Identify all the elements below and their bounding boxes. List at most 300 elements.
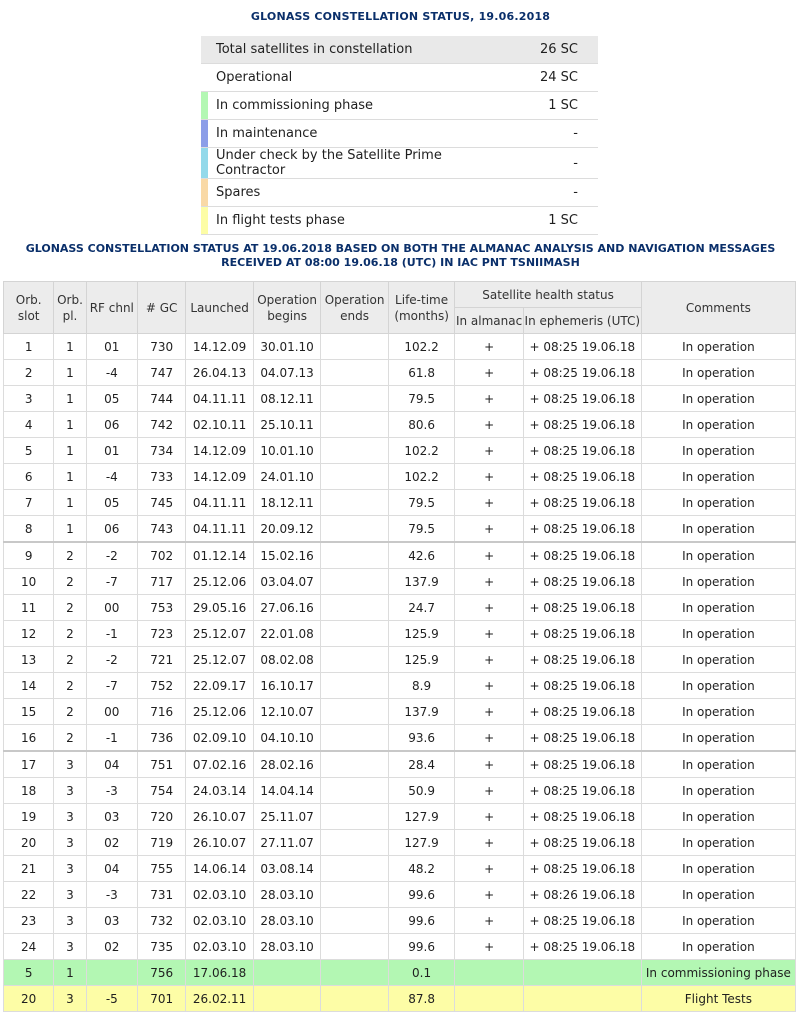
table-row: [4, 516, 796, 543]
header-in-almanac: In almanac: [455, 308, 524, 334]
cell-operation-ends: [321, 804, 389, 830]
cell-in-almanac: +: [455, 438, 524, 464]
cell-orb-slot: 17: [4, 751, 54, 778]
cell-operation-begins: 25.11.07: [253, 804, 321, 830]
table-row: [4, 542, 796, 569]
cell-launched: 02.03.10: [186, 882, 254, 908]
header-launched: Launched: [186, 282, 254, 334]
cell-gc-number: 736: [137, 725, 185, 752]
cell-operation-ends: [321, 647, 389, 673]
cell-lifetime: 8.9: [388, 673, 455, 699]
cell-orb-slot: 15: [4, 699, 54, 725]
cell-operation-begins: 03.08.14: [253, 856, 321, 882]
cell-operation-begins: 22.01.08: [253, 621, 321, 647]
cell-orb-slot: 11: [4, 595, 54, 621]
cell-rf-channel: -1: [86, 725, 137, 752]
header-in-ephemeris: In ephemeris (UTC): [523, 308, 641, 334]
cell-rf-channel: -2: [86, 542, 137, 569]
cell-operation-begins: [253, 986, 321, 1012]
cell-orb-plane: 1: [54, 516, 86, 543]
table-row: [4, 934, 796, 960]
table-title: GLONASS CONSTELLATION STATUS AT 19.06.2018 BASED ON BOTH THE ALMANAC ANALYSIS AND NAVIGATION MESSAGES RECEIVED AT 08:00 19.06.18 (UTC) IN IAC PNT TSNIIMASH: [25, 242, 776, 269]
cell-orb-slot: 2: [4, 360, 54, 386]
cell-comment: In operation: [641, 934, 795, 960]
cell-operation-begins: 14.04.14: [253, 778, 321, 804]
cell-gc-number: 734: [137, 438, 185, 464]
cell-orb-slot: 20: [4, 986, 54, 1012]
cell-orb-slot: 16: [4, 725, 54, 752]
table-row: [4, 986, 796, 1012]
cell-rf-channel: -1: [86, 621, 137, 647]
cell-comment: In operation: [641, 569, 795, 595]
cell-gc-number: 744: [137, 386, 185, 412]
cell-gc-number: 731: [137, 882, 185, 908]
header-lifetime: Life-time (months): [388, 282, 455, 334]
table-row: [4, 960, 796, 986]
cell-in-ephemeris: + 08:25 19.06.18: [523, 569, 641, 595]
summary-table: [201, 36, 598, 235]
cell-orb-plane: 1: [54, 334, 86, 360]
cell-operation-ends: [321, 464, 389, 490]
cell-orb-plane: 3: [54, 908, 86, 934]
cell-rf-channel: -3: [86, 882, 137, 908]
cell-in-almanac: +: [455, 882, 524, 908]
cell-in-almanac: +: [455, 360, 524, 386]
cell-orb-plane: 1: [54, 412, 86, 438]
cell-comment: In operation: [641, 464, 795, 490]
cell-in-almanac: +: [455, 569, 524, 595]
cell-rf-channel: -7: [86, 569, 137, 595]
cell-rf-channel: 02: [86, 830, 137, 856]
cell-in-ephemeris: + 08:26 19.06.18: [523, 882, 641, 908]
header-operation-ends: Operation ends: [321, 282, 389, 334]
cell-in-ephemeris: + 08:25 19.06.18: [523, 830, 641, 856]
cell-in-ephemeris: + 08:25 19.06.18: [523, 412, 641, 438]
cell-orb-plane: 3: [54, 934, 86, 960]
cell-comment: In operation: [641, 856, 795, 882]
cell-in-almanac: +: [455, 830, 524, 856]
cell-lifetime: 93.6: [388, 725, 455, 752]
cell-launched: 14.12.09: [186, 438, 254, 464]
status-color-swatch: [201, 92, 208, 120]
cell-lifetime: 127.9: [388, 830, 455, 856]
cell-lifetime: 137.9: [388, 569, 455, 595]
cell-orb-plane: 3: [54, 751, 86, 778]
cell-orb-plane: 2: [54, 595, 86, 621]
cell-operation-ends: [321, 516, 389, 543]
summary-label: In maintenance: [208, 120, 498, 148]
cell-lifetime: 99.6: [388, 882, 455, 908]
cell-launched: 01.12.14: [186, 542, 254, 569]
cell-comment: In operation: [641, 334, 795, 360]
table-row: [4, 412, 796, 438]
cell-orb-slot: 24: [4, 934, 54, 960]
cell-rf-channel: -3: [86, 778, 137, 804]
cell-operation-ends: [321, 569, 389, 595]
cell-comment: In operation: [641, 647, 795, 673]
cell-lifetime: 102.2: [388, 464, 455, 490]
summary-label: Operational: [208, 64, 498, 92]
summary-value: -: [498, 148, 598, 179]
cell-orb-plane: 2: [54, 647, 86, 673]
header-orb-plane: Orb. pl.: [54, 282, 86, 334]
cell-orb-plane: 2: [54, 621, 86, 647]
cell-operation-ends: [321, 908, 389, 934]
cell-gc-number: 720: [137, 804, 185, 830]
cell-launched: 17.06.18: [186, 960, 254, 986]
cell-in-ephemeris: + 08:25 19.06.18: [523, 334, 641, 360]
header-orb-slot: Orb. slot: [4, 282, 54, 334]
table-row: [4, 438, 796, 464]
cell-launched: 26.02.11: [186, 986, 254, 1012]
cell-launched: 22.09.17: [186, 673, 254, 699]
cell-rf-channel: 05: [86, 490, 137, 516]
cell-orb-slot: 20: [4, 830, 54, 856]
cell-orb-slot: 8: [4, 516, 54, 543]
cell-in-almanac: +: [455, 856, 524, 882]
page-title: GLONASS CONSTELLATION STATUS, 19.06.2018: [250, 10, 551, 23]
cell-comment: In operation: [641, 673, 795, 699]
table-row: [4, 882, 796, 908]
cell-gc-number: 747: [137, 360, 185, 386]
cell-launched: 02.10.11: [186, 412, 254, 438]
summary-value: 1 SC: [498, 92, 598, 120]
cell-orb-slot: 22: [4, 882, 54, 908]
summary-value: -: [498, 120, 598, 148]
cell-operation-ends: [321, 856, 389, 882]
cell-in-almanac: +: [455, 595, 524, 621]
cell-lifetime: 0.1: [388, 960, 455, 986]
cell-in-almanac: [455, 960, 524, 986]
cell-comment: In operation: [641, 804, 795, 830]
cell-lifetime: 102.2: [388, 438, 455, 464]
cell-rf-channel: 03: [86, 908, 137, 934]
table-row: [4, 830, 796, 856]
table-row: [4, 621, 796, 647]
cell-orb-plane: 1: [54, 386, 86, 412]
cell-rf-channel: 02: [86, 934, 137, 960]
summary-value: -: [498, 179, 598, 207]
cell-in-ephemeris: + 08:25 19.06.18: [523, 464, 641, 490]
cell-comment: In operation: [641, 595, 795, 621]
cell-launched: 07.02.16: [186, 751, 254, 778]
cell-gc-number: 754: [137, 778, 185, 804]
cell-orb-slot: 1: [4, 334, 54, 360]
cell-operation-begins: 15.02.16: [253, 542, 321, 569]
cell-operation-begins: 18.12.11: [253, 490, 321, 516]
cell-gc-number: 745: [137, 490, 185, 516]
cell-rf-channel: -7: [86, 673, 137, 699]
cell-in-ephemeris: + 08:25 19.06.18: [523, 699, 641, 725]
cell-in-ephemeris: + 08:25 19.06.18: [523, 725, 641, 752]
cell-in-ephemeris: + 08:25 19.06.18: [523, 778, 641, 804]
cell-gc-number: 702: [137, 542, 185, 569]
summary-label: Spares: [208, 179, 498, 207]
cell-rf-channel: [86, 960, 137, 986]
cell-orb-slot: 5: [4, 960, 54, 986]
cell-orb-plane: 1: [54, 960, 86, 986]
cell-lifetime: 61.8: [388, 360, 455, 386]
cell-gc-number: 743: [137, 516, 185, 543]
cell-operation-begins: 24.01.10: [253, 464, 321, 490]
cell-orb-plane: 2: [54, 673, 86, 699]
cell-orb-slot: 3: [4, 386, 54, 412]
cell-orb-plane: 1: [54, 360, 86, 386]
cell-gc-number: 721: [137, 647, 185, 673]
cell-gc-number: 755: [137, 856, 185, 882]
cell-orb-plane: 3: [54, 804, 86, 830]
cell-gc-number: 719: [137, 830, 185, 856]
cell-comment: In operation: [641, 490, 795, 516]
cell-lifetime: 125.9: [388, 621, 455, 647]
cell-operation-ends: [321, 882, 389, 908]
cell-lifetime: 28.4: [388, 751, 455, 778]
table-row: [4, 595, 796, 621]
table-row: [4, 778, 796, 804]
summary-row: [201, 120, 598, 148]
status-color-swatch: [201, 148, 208, 179]
cell-orb-slot: 10: [4, 569, 54, 595]
cell-rf-channel: -2: [86, 647, 137, 673]
cell-launched: 02.03.10: [186, 908, 254, 934]
table-row: [4, 673, 796, 699]
cell-orb-slot: 9: [4, 542, 54, 569]
cell-in-almanac: +: [455, 778, 524, 804]
cell-orb-plane: 3: [54, 778, 86, 804]
cell-launched: 04.11.11: [186, 516, 254, 543]
cell-gc-number: 701: [137, 986, 185, 1012]
cell-launched: 25.12.07: [186, 621, 254, 647]
summary-row: [201, 207, 598, 235]
cell-rf-channel: 00: [86, 595, 137, 621]
cell-in-almanac: +: [455, 464, 524, 490]
cell-lifetime: 125.9: [388, 647, 455, 673]
table-row: [4, 804, 796, 830]
cell-in-almanac: +: [455, 334, 524, 360]
cell-rf-channel: 01: [86, 438, 137, 464]
cell-operation-ends: [321, 699, 389, 725]
cell-gc-number: 723: [137, 621, 185, 647]
table-row: [4, 569, 796, 595]
cell-operation-begins: 28.03.10: [253, 908, 321, 934]
cell-in-almanac: +: [455, 490, 524, 516]
cell-gc-number: 751: [137, 751, 185, 778]
header-gc-number: # GC: [137, 282, 185, 334]
cell-in-almanac: +: [455, 699, 524, 725]
cell-orb-plane: 2: [54, 725, 86, 752]
summary-row: [201, 64, 598, 92]
cell-launched: 02.09.10: [186, 725, 254, 752]
cell-gc-number: 742: [137, 412, 185, 438]
cell-operation-ends: [321, 673, 389, 699]
status-color-swatch: [201, 36, 208, 64]
cell-operation-ends: [321, 438, 389, 464]
cell-in-almanac: +: [455, 412, 524, 438]
cell-comment: In operation: [641, 621, 795, 647]
cell-in-ephemeris: [523, 960, 641, 986]
cell-in-almanac: +: [455, 386, 524, 412]
cell-rf-channel: 05: [86, 386, 137, 412]
cell-comment: In operation: [641, 386, 795, 412]
cell-in-ephemeris: + 08:25 19.06.18: [523, 934, 641, 960]
cell-lifetime: 50.9: [388, 778, 455, 804]
cell-operation-begins: 08.12.11: [253, 386, 321, 412]
cell-in-ephemeris: + 08:25 19.06.18: [523, 856, 641, 882]
cell-launched: 29.05.16: [186, 595, 254, 621]
cell-gc-number: 730: [137, 334, 185, 360]
summary-row: [201, 148, 598, 179]
summary-row: [201, 36, 598, 64]
cell-operation-begins: [253, 960, 321, 986]
table-row: [4, 856, 796, 882]
table-row: [4, 334, 796, 360]
cell-comment: In operation: [641, 542, 795, 569]
cell-in-almanac: +: [455, 804, 524, 830]
cell-lifetime: 127.9: [388, 804, 455, 830]
cell-operation-begins: 04.10.10: [253, 725, 321, 752]
cell-operation-ends: [321, 595, 389, 621]
cell-orb-slot: 13: [4, 647, 54, 673]
cell-orb-plane: 2: [54, 542, 86, 569]
header-health-status: Satellite health status: [455, 282, 641, 308]
cell-rf-channel: 03: [86, 804, 137, 830]
cell-operation-ends: [321, 490, 389, 516]
cell-lifetime: 79.5: [388, 386, 455, 412]
cell-in-almanac: +: [455, 647, 524, 673]
cell-comment: In operation: [641, 360, 795, 386]
table-row: [4, 360, 796, 386]
cell-orb-slot: 18: [4, 778, 54, 804]
cell-orb-plane: 3: [54, 830, 86, 856]
cell-in-almanac: +: [455, 516, 524, 543]
cell-lifetime: 79.5: [388, 490, 455, 516]
cell-comment: In operation: [641, 751, 795, 778]
summary-label: Total satellites in constellation: [208, 36, 498, 64]
cell-comment: In operation: [641, 830, 795, 856]
cell-gc-number: 735: [137, 934, 185, 960]
cell-orb-slot: 12: [4, 621, 54, 647]
cell-operation-begins: 16.10.17: [253, 673, 321, 699]
cell-operation-begins: 08.02.08: [253, 647, 321, 673]
cell-launched: 25.12.06: [186, 699, 254, 725]
summary-row: [201, 92, 598, 120]
table-row: [4, 699, 796, 725]
header-rf-channel: RF chnl: [86, 282, 137, 334]
cell-in-ephemeris: + 08:25 19.06.18: [523, 386, 641, 412]
cell-in-ephemeris: + 08:25 19.06.18: [523, 673, 641, 699]
cell-operation-begins: 20.09.12: [253, 516, 321, 543]
summary-label: In commissioning phase: [208, 92, 498, 120]
cell-rf-channel: 00: [86, 699, 137, 725]
cell-comment: Flight Tests: [641, 986, 795, 1012]
cell-launched: 26.10.07: [186, 830, 254, 856]
cell-operation-begins: 10.01.10: [253, 438, 321, 464]
status-table: [3, 281, 796, 1012]
cell-in-ephemeris: + 08:25 19.06.18: [523, 542, 641, 569]
cell-in-almanac: +: [455, 751, 524, 778]
cell-in-almanac: +: [455, 725, 524, 752]
summary-value: 26 SC: [498, 36, 598, 64]
cell-operation-begins: 27.06.16: [253, 595, 321, 621]
cell-in-almanac: +: [455, 673, 524, 699]
cell-in-almanac: +: [455, 908, 524, 934]
cell-lifetime: 79.5: [388, 516, 455, 543]
cell-operation-begins: 28.03.10: [253, 882, 321, 908]
cell-rf-channel: -5: [86, 986, 137, 1012]
cell-in-ephemeris: + 08:25 19.06.18: [523, 647, 641, 673]
header-comments: Comments: [641, 282, 795, 334]
cell-comment: In commissioning phase: [641, 960, 795, 986]
cell-orb-slot: 5: [4, 438, 54, 464]
cell-lifetime: 48.2: [388, 856, 455, 882]
summary-value: 24 SC: [498, 64, 598, 92]
cell-rf-channel: 06: [86, 516, 137, 543]
cell-orb-slot: 23: [4, 908, 54, 934]
cell-orb-plane: 3: [54, 882, 86, 908]
cell-lifetime: 99.6: [388, 934, 455, 960]
cell-in-almanac: +: [455, 542, 524, 569]
cell-launched: 04.11.11: [186, 490, 254, 516]
cell-gc-number: 733: [137, 464, 185, 490]
cell-in-ephemeris: + 08:25 19.06.18: [523, 490, 641, 516]
cell-gc-number: 716: [137, 699, 185, 725]
cell-operation-ends: [321, 830, 389, 856]
cell-launched: 26.04.13: [186, 360, 254, 386]
cell-gc-number: 732: [137, 908, 185, 934]
cell-lifetime: 24.7: [388, 595, 455, 621]
cell-orb-plane: 3: [54, 986, 86, 1012]
cell-in-ephemeris: + 08:25 19.06.18: [523, 360, 641, 386]
cell-orb-slot: 19: [4, 804, 54, 830]
cell-in-almanac: +: [455, 934, 524, 960]
summary-label: In flight tests phase: [208, 207, 498, 235]
cell-lifetime: 87.8: [388, 986, 455, 1012]
cell-orb-plane: 2: [54, 699, 86, 725]
cell-orb-slot: 14: [4, 673, 54, 699]
cell-operation-begins: 30.01.10: [253, 334, 321, 360]
cell-operation-ends: [321, 986, 389, 1012]
cell-gc-number: 756: [137, 960, 185, 986]
cell-rf-channel: -4: [86, 360, 137, 386]
cell-lifetime: 80.6: [388, 412, 455, 438]
cell-launched: 04.11.11: [186, 386, 254, 412]
cell-lifetime: 102.2: [388, 334, 455, 360]
cell-rf-channel: 06: [86, 412, 137, 438]
cell-in-ephemeris: + 08:25 19.06.18: [523, 908, 641, 934]
cell-operation-ends: [321, 751, 389, 778]
cell-operation-ends: [321, 386, 389, 412]
cell-comment: In operation: [641, 725, 795, 752]
cell-operation-ends: [321, 934, 389, 960]
cell-rf-channel: 04: [86, 856, 137, 882]
table-row: [4, 647, 796, 673]
cell-launched: 02.03.10: [186, 934, 254, 960]
status-color-swatch: [201, 179, 208, 207]
cell-launched: 24.03.14: [186, 778, 254, 804]
cell-orb-slot: 6: [4, 464, 54, 490]
cell-operation-begins: 28.02.16: [253, 751, 321, 778]
cell-operation-ends: [321, 360, 389, 386]
cell-launched: 14.06.14: [186, 856, 254, 882]
cell-rf-channel: 04: [86, 751, 137, 778]
cell-launched: 26.10.07: [186, 804, 254, 830]
cell-launched: 25.12.06: [186, 569, 254, 595]
cell-in-ephemeris: + 08:25 19.06.18: [523, 595, 641, 621]
cell-orb-slot: 7: [4, 490, 54, 516]
cell-operation-begins: 27.11.07: [253, 830, 321, 856]
cell-lifetime: 137.9: [388, 699, 455, 725]
cell-operation-ends: [321, 778, 389, 804]
